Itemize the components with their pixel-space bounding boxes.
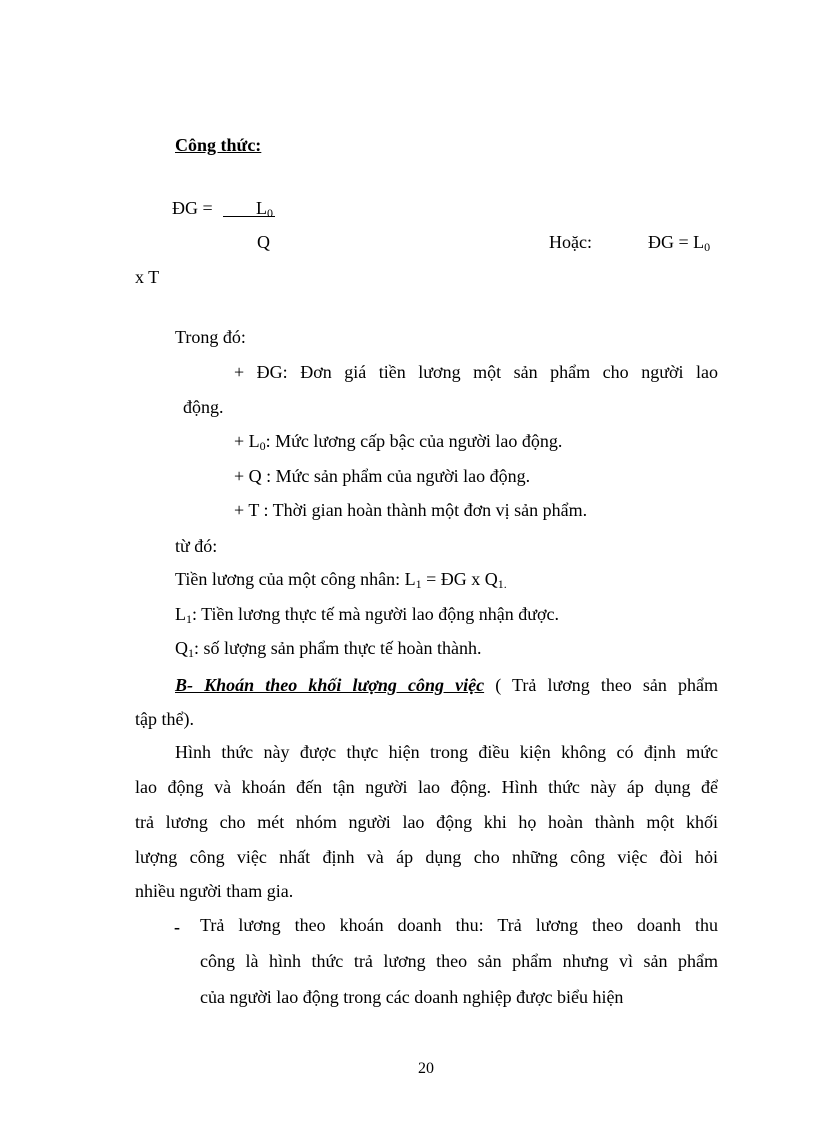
para-line-1: Hình thức này được thực hiện trong điều kiện không có định mức bbox=[175, 742, 718, 762]
para-line-2: lao động và khoán đến tận người lao động. Hình thức này áp dụng để bbox=[135, 777, 718, 797]
bullet-line-2: công là hình thức trả lương theo sản phẩm nhưng vì sản phẩm bbox=[200, 951, 718, 971]
result-intro: từ đó: bbox=[175, 536, 218, 556]
section-b-title-line: B- Khoán theo khối lượng công việc ( Trả lương theo sản phẩm bbox=[175, 675, 719, 695]
formula-numerator: $L_0$ bbox=[256, 198, 273, 220]
fraction-line bbox=[223, 216, 275, 217]
def-dg-line2: động. bbox=[183, 397, 224, 417]
section-b-title-line2: tập thể). bbox=[135, 709, 194, 729]
formula-denominator: Q bbox=[257, 232, 270, 252]
def-l0: + $L_0$: Mức lương cấp bậc của người lao động. bbox=[234, 431, 563, 453]
formula-alt-label: Hoặc: bbox=[549, 232, 592, 252]
where-intro: Trong đó: bbox=[175, 327, 246, 347]
para-line-4: lượng công việc nhất định và áp dụng cho những công việc đòi hỏi bbox=[135, 847, 718, 867]
salary-formula: Tiền lương của một công nhân: $L_1$ = ĐG x $Q_{1.}$ bbox=[175, 569, 507, 591]
formula-alt: ĐG = $L_0$ bbox=[648, 232, 711, 254]
section-heading: Công thức: bbox=[175, 135, 262, 155]
def-q1: $Q_1$: số lượng sản phẩm thực tế hoàn thành. bbox=[175, 638, 482, 660]
para-line-3: trả lương cho mét nhóm người lao động khi họ hoàn thành một khối bbox=[135, 812, 718, 832]
def-q: + Q : Mức sản phẩm của người lao động. bbox=[234, 466, 531, 486]
section-b-title: B- Khoán theo khối lượng công việc bbox=[175, 675, 485, 695]
para-line-5: nhiều người tham gia. bbox=[135, 881, 294, 901]
bullet-marker: - bbox=[174, 917, 180, 937]
bullet-line-3: của người lao động trong các doanh nghiệp được biểu hiện bbox=[200, 987, 624, 1007]
page-number: 20 bbox=[418, 1060, 434, 1077]
def-l1: $L_1$: Tiền lương thực tế mà người lao động nhận được. bbox=[175, 604, 560, 626]
def-t: + T : Thời gian hoàn thành một đơn vị sản phẩm. bbox=[234, 500, 588, 520]
bullet-line-1: Trả lương theo khoán doanh thu: Trả lương theo doanh thu bbox=[200, 915, 718, 935]
formula-lhs: ĐG = bbox=[172, 198, 213, 218]
def-dg-line1: + ĐG: Đơn giá tiền lương một sản phẩm cho người lao bbox=[234, 362, 718, 382]
formula-alt-tail: x T bbox=[135, 267, 160, 287]
